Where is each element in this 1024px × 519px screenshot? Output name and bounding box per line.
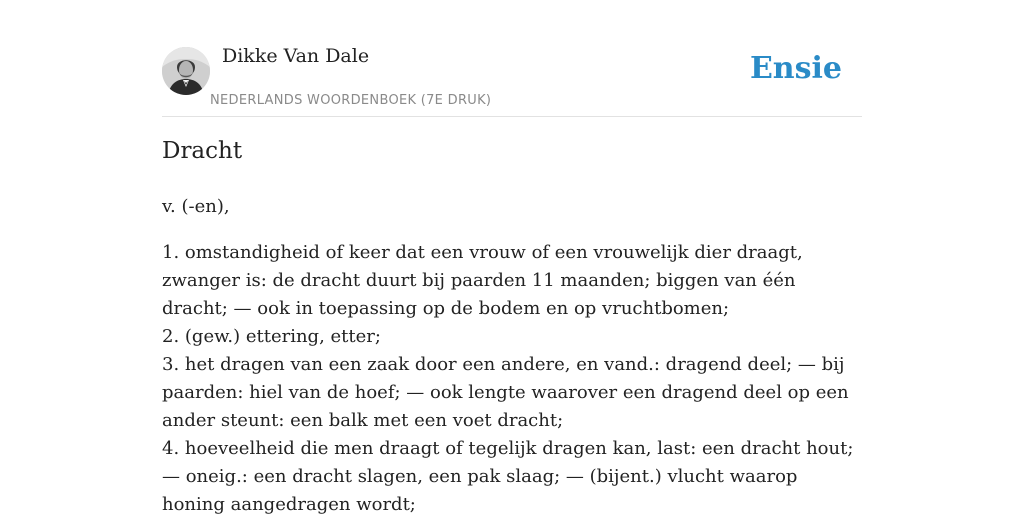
definition-item: 4. hoeveelheid die men draagt of tegelijk dragen kan, last: een dracht hout; — oneig.: een dracht slagen, een pak slaag; — (bijent.) vlucht waarop honing aangedragen wordt;	[162, 438, 854, 515]
brand-logo[interactable]: Ensie	[749, 51, 842, 86]
entry-title: Dracht	[162, 138, 243, 164]
author-name[interactable]: Dikke Van Dale	[222, 45, 370, 67]
portrait-photo-icon	[162, 47, 210, 95]
entry-header	[162, 0, 862, 117]
dictionary-source[interactable]: NEDERLANDS WOORDENBOEK (7E DRUK)	[210, 93, 492, 108]
definition-list	[162, 239, 862, 519]
author-avatar[interactable]	[162, 47, 210, 95]
definition-item: 2. (gew.) ettering, etter;	[162, 326, 381, 347]
grammar-info: v. (-en),	[162, 196, 230, 217]
definition-item: 3. het dragen van een zaak door een andere, en vand.: dragend deel; — bij paarden: hiel van de hoef; — ook lengte waarover een dragend deel op een ander steunt: een balk met een voet dracht;	[162, 354, 849, 431]
definition-item: 1. omstandigheid of keer dat een vrouw of een vrouwelijk dier draagt, zwanger is: de dracht duurt bij paarden 11 maanden; biggen van één dracht; — ook in toepassing op de bodem en op vruchtbomen;	[162, 242, 803, 319]
entry-card	[162, 0, 862, 515]
